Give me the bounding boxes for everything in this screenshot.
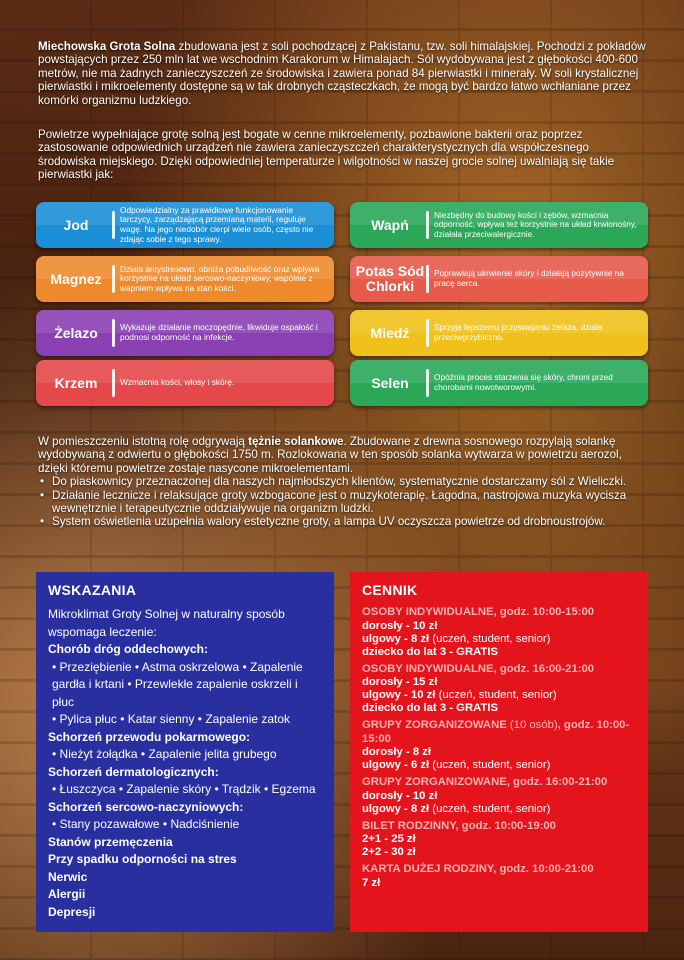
- condition-heading: Schorzeń dermatologicznych:: [48, 764, 219, 779]
- cennik-panel: [350, 572, 648, 932]
- price-value: 2+2 - 30 zł: [362, 846, 416, 858]
- price-line: [362, 846, 636, 859]
- element-card-3: [350, 310, 648, 356]
- price-line: [362, 689, 636, 702]
- intro-title: Miechowska Grota Solna: [38, 40, 176, 53]
- price-line: [362, 676, 636, 689]
- price-category-name: GRUPY ZORGANIZOWANE: [362, 719, 507, 731]
- element-card-1: [350, 202, 648, 248]
- price-category-name: KARTA DUŻEJ RODZINY, godz. 10:00-21:00: [362, 863, 594, 875]
- price-value: dorosły - 8 zł: [362, 746, 432, 758]
- element-separator: [426, 369, 429, 397]
- price-line: [362, 759, 636, 772]
- price-line: [362, 877, 636, 890]
- price-line: [362, 833, 636, 846]
- element-card-2: [350, 256, 648, 302]
- price-value: 2+1 - 25 zł: [362, 833, 416, 845]
- wskazania-title: WSKAZANIA: [48, 582, 137, 598]
- price-line: [362, 803, 636, 816]
- element-name: Jod: [63, 216, 89, 233]
- price-value: ulgowy - 6 zł: [362, 759, 430, 771]
- element-card-2: [36, 256, 334, 302]
- bullet-item: • Do piaskownicy przeznaczonej dla naszych najmłodszych klientów, systematycznie dostarczamy sól z Wieliczki.: [38, 475, 650, 488]
- element-name: Krzem: [54, 374, 98, 391]
- price-line: [362, 790, 636, 803]
- cennik-list: [362, 606, 636, 890]
- element-name: Wapń: [371, 216, 409, 233]
- element-description: Działa antystresowo, obniża pobudliwość oraz wpływa korzystnie na układ sercowo-naczyniowy, wspólnie z wapniem wpływa na stan kości.: [120, 263, 320, 293]
- wskazania-panel: [36, 572, 334, 932]
- bullet-item: • System oświetlenia uzupełnia walory estetyczne groty, a lampa UV oczyszcza powietrze od drobnoustrojów.: [38, 515, 650, 528]
- condition-heading: Przy spadku odporności na stres: [48, 852, 237, 866]
- condition-items: • Przeziębienie • Astma oskrzelowa • Zapalenie gardła i krtani • Przewlekłe zapalenie oskrzeli i płuc: [52, 659, 303, 709]
- price-value: ulgowy - 8 zł: [362, 802, 430, 815]
- element-description: Wzmacnia kości, włosy i skórę.: [120, 377, 235, 388]
- intro-paragraph-2: Powietrze wypełniające grotę solną jest bogate w cenne mikroelementy, pozbawione bakterii oraz poprzez zastosowanie odpowiednich urządzeń nie zawiera zanieczyszczeń charakterystycznych dla współczesnego środowiska miejskiego. Dzięki odpowiedniej temperaturze i wilgotności w naszej grocie solnej uwalniają się takie pierwiastki jak:: [38, 128, 615, 182]
- price-category-note: (10 osób): [506, 719, 558, 731]
- element-separator: [426, 211, 429, 239]
- price-value: ulgowy - 8 zł: [362, 632, 430, 645]
- price-category: [362, 776, 636, 790]
- price-value: ulgowy - 10 zł: [362, 689, 436, 701]
- price-value: dorosły - 15 zł: [362, 676, 438, 688]
- condition-items: • Stany pozawałowe • Nadciśnienie: [52, 817, 240, 831]
- condition-heading: Chorób dróg oddechowych:: [48, 642, 208, 656]
- element-separator: [112, 265, 115, 293]
- element-card-3: [36, 310, 334, 356]
- price-category-hours: , godz. 10:00-15:00: [362, 719, 630, 745]
- price-note: (uczeń, student, senior): [429, 632, 551, 645]
- tezn-paragraph: [38, 435, 650, 475]
- price-value: dziecko do lat 3 - GRATIS: [362, 702, 498, 714]
- tezn-lead: W pomieszczeniu istotną rolę odgrywają: [38, 435, 249, 448]
- price-note: (uczeń, student, senior): [429, 759, 551, 771]
- tezn-section: [38, 435, 650, 529]
- price-note: (uczeń, student, senior): [435, 689, 557, 701]
- element-name: Żelazo: [54, 324, 98, 341]
- condition-items: • Pylica płuc • Katar sienny • Zapalenie zatok: [52, 712, 291, 726]
- condition-heading: Depresji: [48, 904, 96, 919]
- element-description: Wykazuje działanie moczopędnie, likwiduje ospałość i podnosi odporność na infekcje.: [120, 322, 318, 342]
- price-value: 7 zł: [362, 876, 381, 889]
- element-separator: [426, 265, 429, 293]
- condition-heading: Schorzeń sercowo-naczyniowych:: [48, 799, 244, 814]
- element-separator: [112, 369, 115, 397]
- element-separator: [112, 319, 115, 347]
- element-description: Sprzyja lepszemu przyswajaniu żelaza, działa przeciwgrzybiczno.: [434, 322, 603, 342]
- price-category: [362, 863, 636, 877]
- tezn-rest: . Zbudowane z drewna sosnowego rozpylają solankę wydobywaną z odwiertu o głębokości 1750 m. Rozlokowana w ten sposób solanka wytwarza w powietrzu aerozol, dzięki któremu powietrze zostaje nasycone mikroelementami.: [38, 435, 622, 475]
- price-category: [362, 820, 636, 834]
- price-note: (uczeń, student, senior): [429, 802, 551, 815]
- element-description: Odpowiedzialny za prawidłowe funkcjonowanie tarczycy, zarządzającą przemianą materii, reguluje wagę. Na jego niedobór cierpi wiele osób, często nie zdając sobie z tego sprawy.: [120, 204, 314, 244]
- element-name: Miedź: [370, 324, 410, 341]
- cennik-title: CENNIK: [362, 582, 418, 598]
- element-separator: [426, 319, 429, 347]
- price-category: [362, 719, 636, 746]
- price-category-name: BILET RODZINNY, godz. 10:00-19:00: [362, 819, 556, 832]
- price-line: [362, 746, 636, 759]
- element-name: Potas Sód Chlorki: [355, 263, 425, 294]
- element-separator: [112, 211, 115, 239]
- condition-heading: Alergii: [48, 887, 86, 901]
- price-line: [362, 633, 636, 646]
- price-category-name: OSOBY INDYWIDUALNE, godz. 16:00-21:00: [362, 662, 595, 675]
- condition-items: • Łuszczyca • Zapalenie skóry • Trądzik • Egzema: [52, 782, 316, 796]
- element-name: Selen: [371, 374, 409, 391]
- bullet-item: • Działanie lecznicze i relaksujące groty wzbogacone jest o muzykoterapię. Łagodna, nastrojowa muzyka wycisza wewnętrznie i terapeutycznie oddziaływuje na organizm ludzki.: [38, 489, 650, 516]
- tezn-bold: tężnie solankowe: [248, 435, 344, 448]
- condition-heading: Stanów przemęczenia: [48, 834, 173, 849]
- element-card-1: [36, 202, 334, 248]
- wskazania-list: [48, 641, 322, 921]
- element-name: Magnez: [50, 270, 102, 287]
- price-value: dorosły - 10 zł: [362, 789, 438, 802]
- price-value: dziecko do lat 3 - GRATIS: [362, 645, 498, 658]
- price-category-name: GRUPY ZORGANIZOWANE, godz. 16:00-21:00: [362, 776, 608, 788]
- intro-paragraph-1: [38, 40, 650, 107]
- price-line: [362, 702, 636, 715]
- price-line: [362, 646, 636, 659]
- price-value: dorosły - 10 zł: [362, 619, 438, 632]
- price-line: [362, 620, 636, 633]
- condition-heading: Nerwic: [48, 869, 88, 884]
- wskazania-intro: Mikroklimat Groty Solnej w naturalny sposób wspomaga leczenie:: [48, 607, 285, 639]
- tezn-bullets: [38, 475, 650, 529]
- element-description: Opóźnia proces starzenia się skóry, chroni przed chorobami nowotworowymi.: [434, 372, 613, 392]
- condition-items: • Nieżyt żołądka • Zapalenie jelita grubego: [52, 747, 277, 761]
- element-card-4: [350, 360, 648, 406]
- price-category-name: OSOBY INDYWIDUALNE, godz. 10:00-15:00: [362, 606, 595, 618]
- price-category: [362, 606, 636, 620]
- intro-text-1: zbudowana jest z soli pochodzącej z Pakistanu, tzw. soli himalajskiej. Pochodzi z pokładów powstających przez 250 mln lat we wschodnim Karakorum w Himalajach. Sól wydobywana jest z głębokości 400-600 metrów, nie ma żadnych zanieczyszczeń ze środowiska i zawiera ponad 84 pierwiastki i minerały. W soli krystalicznej pierwiastki i mikroelementy dostępne są w tak drobnych cząsteczkach, że mogą być bardzo łatwo wchłaniane przez komórki organizmu ludzkiego.: [38, 40, 646, 107]
- element-description: Niezbędny do budowy kości i zębów, wzmacnia odporność, wpływa też korzystnie na układ krwionośny, działała przeciwalergicznie.: [434, 209, 637, 239]
- price-category: [362, 663, 636, 677]
- element-card-4: [36, 360, 334, 406]
- element-description: Poprawiają ukrwienie skóry i działają pozytywnie na pracę serca.: [434, 268, 624, 288]
- condition-heading: Schorzeń przewodu pokarmowego:: [48, 729, 251, 744]
